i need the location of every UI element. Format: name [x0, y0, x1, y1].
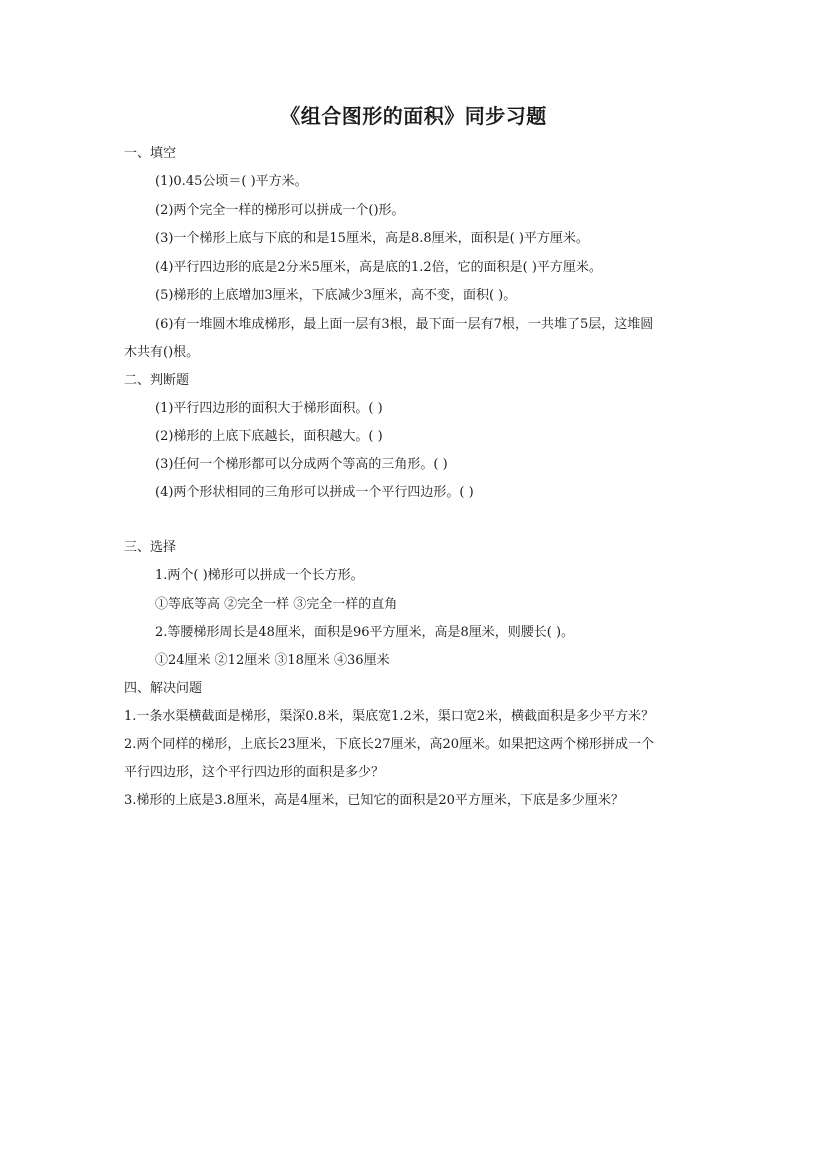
judge-item-4: (4)两个形状相同的三角形可以拼成一个平行四边形。( )	[155, 485, 474, 500]
judge-item-3: (3)任何一个梯形都可以分成两个等高的三角形。( )	[155, 457, 448, 472]
judge-item-1: (1)平行四边形的面积大于梯形面积。( )	[155, 401, 383, 416]
fill-item-1: (1)0.45公顷＝( )平方米。	[155, 174, 308, 189]
fill-item-6-continued: 木共有()根。	[124, 345, 200, 360]
fill-item-2: (2)两个完全一样的梯形可以拼成一个()形。	[155, 203, 405, 218]
choice-options-1: ①等底等高 ②完全一样 ③完全一样的直角	[155, 597, 398, 612]
fill-item-4: (4)平行四边形的底是2分米5厘米，高是底的1.2倍，它的面积是( )平方厘米。	[155, 260, 602, 275]
solve-problem-3: 3.梯形的上底是3.8厘米，高是4厘米，已知它的面积是20平方厘米，下底是多少厘米？	[124, 793, 624, 808]
section-heading-judge: 二、判断题	[124, 373, 190, 388]
fill-item-5: (5)梯形的上底增加3厘米，下底减少3厘米，高不变，面积( )。	[155, 288, 517, 303]
judge-item-2: (2)梯形的上底下底越长，面积越大。( )	[155, 429, 383, 444]
solve-problem-1: 1.一条水渠横截面是梯形，渠深0.8米，渠底宽1.2米，渠口宽2米，横截面积是多少平方米？	[124, 709, 655, 724]
fill-item-3: (3)一个梯形上底与下底的和是15厘米，高是8.8厘米，面积是( )平方厘米。	[155, 231, 589, 246]
section-heading-fill: 一、填空	[124, 146, 177, 161]
solve-problem-2: 2.两个同样的梯形，上底长23厘米，下底长27厘米，高20厘米。如果把这两个梯形拼成一个	[124, 737, 655, 752]
choice-options-2: ①24厘米 ②12厘米 ③18厘米 ④36厘米	[155, 653, 390, 668]
section-heading-solve: 四、解决问题	[124, 681, 203, 696]
page-title: 《组合图形的面积》同步习题	[280, 104, 547, 128]
section-heading-choice: 三、选择	[124, 540, 177, 555]
choice-question-1: 1.两个( )梯形可以拼成一个长方形。	[155, 568, 364, 583]
fill-item-6: (6)有一堆圆木堆成梯形，最上面一层有3根，最下面一层有7根，一共堆了5层，这堆圆	[155, 317, 654, 332]
choice-question-2: 2.等腰梯形周长是48厘米，面积是96平方厘米，高是8厘米，则腰长( )。	[155, 625, 575, 640]
solve-problem-2-continued: 平行四边形，这个平行四边形的面积是多少？	[124, 765, 385, 780]
